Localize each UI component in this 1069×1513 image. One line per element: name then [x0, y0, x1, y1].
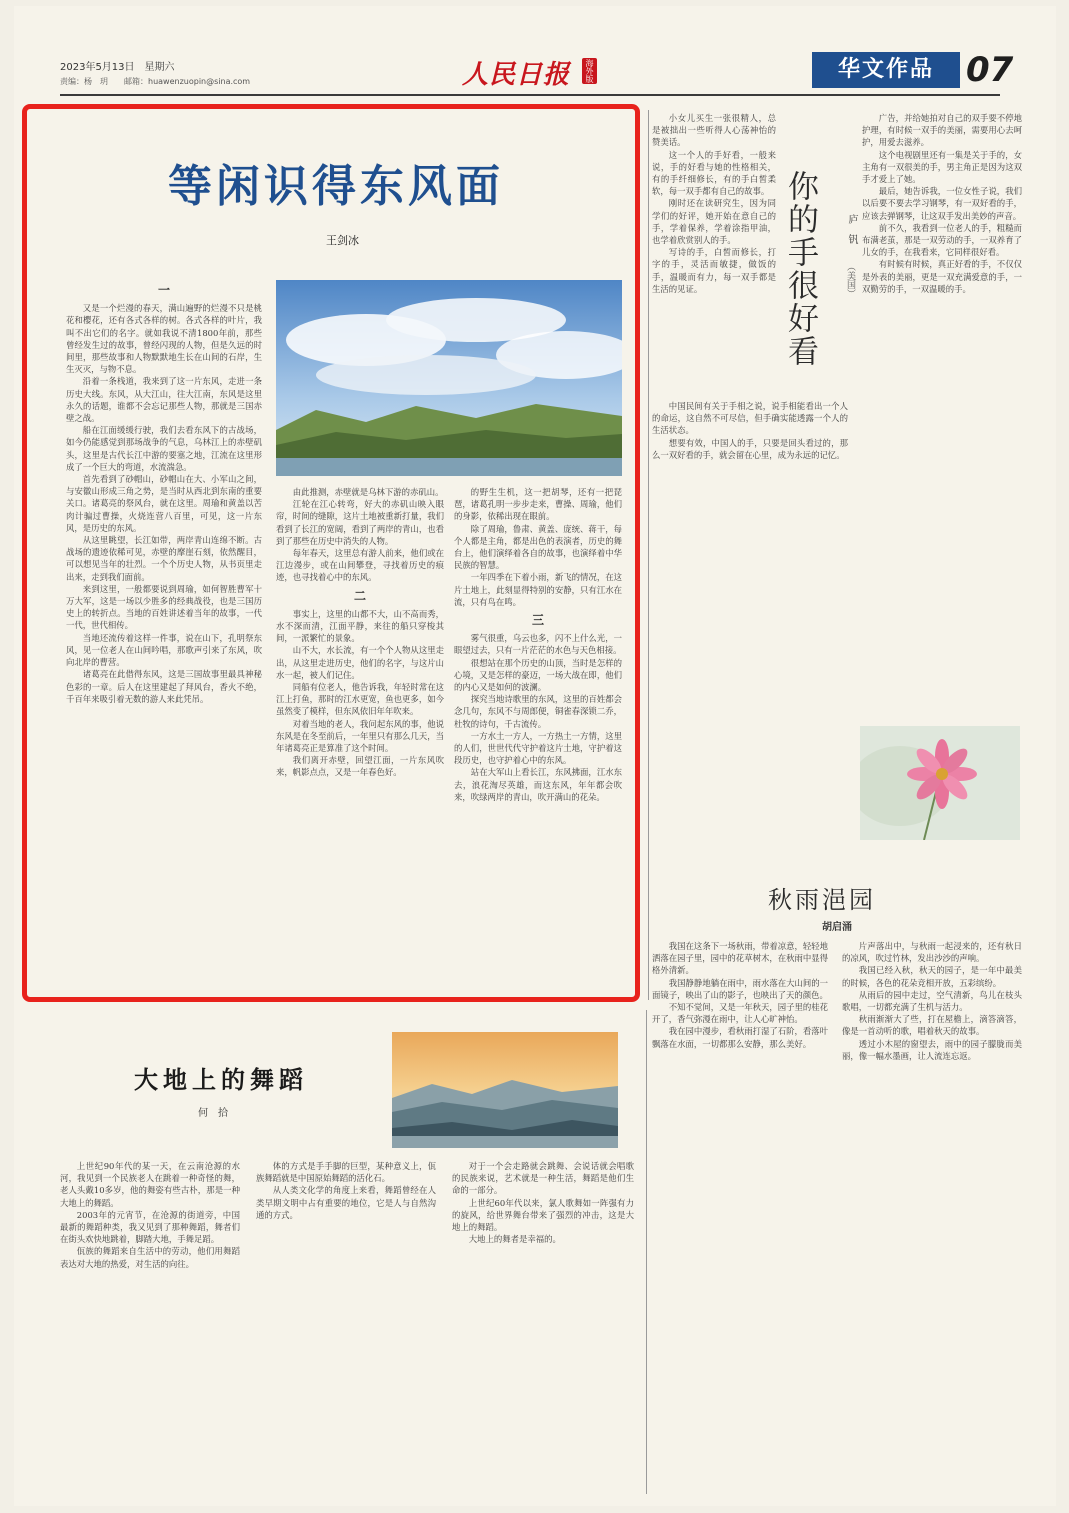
paragraph: 对着当地的老人，我问起东风的事，他说东风是在冬至前后，一年里只有那么几天，当年诸葛亮正是算准了这个时间。	[276, 718, 444, 754]
paragraph: 山不大，水长流，有一个个人物从这里走出，从这里走进历史，他们的名字，与这片山水一起，被人们记住。	[276, 645, 444, 680]
paragraph: 我国静静地躺在雨中，雨水落在大山间的一面镜子，映出了山的影子，也映出了天的颜色。	[652, 977, 828, 1000]
paragraph: 这个电视剧里还有一集是关于手的，女主角有一双很美的手，男主角正是因为这双手才爱上了她。	[862, 149, 1022, 185]
paragraph: 沿着一条栈道，我来到了这一片东风，走进一条历史大线。东风，从大江山，往大江南，东风是这里永久的话题，谁都不会忘记那些人物，那就是三国赤壁之战。	[66, 376, 262, 424]
sunset-photo	[392, 1032, 618, 1148]
paragraph: 体的方式是手手脚的巨型，某种意义上，佤族舞蹈就是中国原始舞蹈的活化石。	[256, 1161, 436, 1184]
paragraph: 船在江面缓缓行驶，我们去看东风下的古战场，如今仍能感觉到那场战争的气息，乌林江上的赤壁矶头，这里是古代长江中游的要塞之地，江流在这里形成了一个巨大的弯道，水流湍急。	[66, 425, 262, 472]
paragraph: 当地还流传着这样一件事，说在山下，孔明祭东风，见一位老人在山间吟唱，那歌声引来了东风，吹向北岸的曹营。	[66, 632, 262, 668]
paragraph: 秋雨渐渐大了些，打在屋檐上，滴答滴答，像是一首动听的歌，唱着秋天的故事。	[842, 1014, 1022, 1037]
paragraph: 广告，并给她拍对自己的双手要不停地护理，有时候一双手的美丽，需要用心去呵护，用爱去滋养。	[862, 113, 1022, 148]
paragraph: 2003年的元宵节，在沧源的街道旁，中国最新的舞蹈种类，我又见到了那种舞蹈，舞者们在街头欢快地跳着，脚踏大地，手舞足蹈。	[60, 1209, 240, 1245]
paragraph: 刚时还在读研究生，因为同学们的好评，她开始在意自己的手，学着保养，学着涂指甲油，也学着欣赏别人的手。	[652, 198, 776, 246]
paragraph: 有时候有时候，真正好看的手，不仅仅是外表的美丽，更是一双充满爱意的手，一双勤劳的手，一双温暖的手。	[862, 259, 1022, 294]
paragraph: 片声落出中，与秋雨一起浸来的，还有秋日的凉风，吹过竹林，发出沙沙的声响。	[842, 941, 1022, 964]
paragraph: 上世纪90年代的某一天，在云南沧源的水河，我见到一个民族老人在跳着一种奇怪的舞，老人头戴10多岁，他的舞姿有些古朴，那是一种大地上的舞蹈。	[60, 1161, 240, 1208]
paragraph: 写诗的手，白皙而修长，打字的手，灵活而敏捷，做饭的手，温暖而有力，每一双手都是生活的见证。	[652, 247, 776, 294]
paragraph: 不知不觉间，又是一年秋天，园子里的桂花开了，香气弥漫在雨中，让人心旷神怡。	[652, 1002, 828, 1025]
paragraph: 上世纪60年代以来，氯人歌舞如一阵强有力的旋风，给世界舞台带来了强烈的冲击，这是大地上的舞蹈。	[452, 1197, 634, 1233]
section-title: 华文作品	[812, 52, 960, 88]
paragraph: 这一个人的手好看，一般来说，手的好看与她的性格相关，有的手纤细修长，有的手白皙柔软，每一双手都有自己的故事。	[652, 149, 776, 197]
paragraph: 中国民间有关于手相之说，说手相能看出一个人的命运，这自然不可尽信，但手确实能透露一个人的生活状态。	[652, 401, 848, 436]
paragraph: 一方水土一方人，一方热土一方情，这里的人们，世世代代守护着这片土地，守护着这段历史，也守护着心中的东风。	[454, 730, 622, 766]
article4-column-2	[256, 1160, 436, 1494]
article-author: 胡启涌	[822, 922, 852, 933]
paragraph: 同船有位老人，他告诉我，年轻时常在这江上打鱼，那时的江水更宽，鱼也更多，如今虽然变了模样，但东风依旧年年吹来。	[276, 682, 444, 717]
paragraph: 由此推测，赤壁就是乌林下游的赤矶山。	[292, 487, 444, 497]
paragraph: 雾气很重，乌云也多，闪不上什么光，一眼望过去，只有一片茫茫的水色与天色相接。	[454, 633, 622, 656]
section-number: 三	[531, 613, 544, 628]
paragraph: 江轮在江心转弯，好大的赤矶山映入眼帘，时间的缝隙，这片土地被重新打量，我们看到了长江的宽阔，看到了两岸的青山，也看到了那些在历史中消失的人物。	[276, 499, 444, 546]
paragraph: 从这里眺望，长江如带，两岸青山连绵不断。古战场的遗迹依稀可见，赤壁的摩崖石刻，依然醒目，可以想见当年的壮烈。一个个历史人物，从书页里走出来，走到我们面前。	[66, 535, 262, 582]
article-author: 庐 钒	[846, 214, 857, 244]
newspaper-logo: 人民日报	[462, 60, 571, 90]
paragraph: 很想站在那个历史的山顶，当时是怎样的心境，又是怎样的豪迈，一场大战在即，他们的内心又是如何的波澜。	[454, 657, 622, 693]
flower-photo	[860, 726, 1020, 840]
paragraph: 我国已经入秋，秋天的园子，是一年中最美的时候，各色的花朵竞相开放，五彩缤纷。	[842, 965, 1022, 988]
paragraph: 透过小木屋的窗望去，雨中的园子朦胧而美丽，像一幅水墨画，让人流连忘返。	[842, 1038, 1022, 1061]
edition-badge: 海外版	[582, 58, 597, 84]
landscape-photo	[276, 280, 622, 476]
article-author: 王剑冰	[326, 234, 359, 247]
article-title: 秋雨浥园	[768, 886, 876, 914]
paragraph: 首先看到了砂帽山，砂帽山在大、小军山之间，与安徽山形成三角之势，是当时从西北到东南的重要关口。诸葛亮的祭风台，就在这里。周瑜和黄盖以苦肉计骗过曹操，火烧连营八百里，可见，这一片东风，是历史的东风。	[66, 474, 262, 533]
article3-column-2	[842, 940, 1022, 1492]
paragraph: 诸葛亮在此借得东风，这是三国故事里最具神秘色彩的一章。后人在这里建起了拜风台，香火不绝，千百年来吸引着无数的游人来此凭吊。	[66, 669, 262, 704]
article4-column-1	[60, 1160, 240, 1494]
article-title: 你的手很好看	[782, 170, 818, 368]
paragraph: 我们离开赤壁，回望江面，一片东风吹来，帆影点点，又是一年春色好。	[276, 755, 444, 778]
article1-column-1	[66, 284, 262, 984]
issue-date: 2023年5月13日 星期六	[60, 62, 175, 73]
paragraph: 的野生生机，这一把胡琴，还有一把琵琶，诸葛孔明一步步走来，曹操、周瑜，他们的身影，依稀出现在眼前。	[454, 487, 622, 522]
paragraph: 最后，她告诉我，一位女性子说，我们以后要不要去学习钢琴，有一双好看的手，应该去弹钢琴，让这双手发出美妙的声音。	[862, 186, 1022, 221]
author-country: （美国）	[845, 262, 855, 298]
paragraph: 小女儿买生一张很精人，总是被拙出一些听得人心荡神怡的赞美话。	[652, 113, 776, 148]
paragraph: 大地上的舞者是幸福的。	[468, 1234, 561, 1245]
article-title: 等闲识得东风面	[168, 161, 504, 212]
paragraph: 来到这里，一般都要说到周瑜，如何智胜曹军十万大军，这是一场以少胜多的经典战役，也是三国历史上的转折点。当地的百姓讲述着当年的故事，一代一代，世代相传。	[66, 583, 262, 631]
article4-column-3	[452, 1160, 634, 1494]
article1-column-2	[276, 486, 444, 986]
editor-line: 责编：杨 玥 邮箱：huawenzuopin@sina.com	[60, 77, 251, 86]
paragraph: 每年春天，这里总有游人前来，他们或在江边漫步，或在山间攀登，寻找着历史的痕迹，也寻找着心中的东风。	[276, 548, 444, 583]
page-number: 07	[966, 50, 1014, 90]
column-divider	[648, 110, 649, 1000]
paragraph: 想要有效，中国人的手，只要是回头看过的，那么一双好看的手，就会留在心里，成为永远的记忆。	[652, 437, 848, 460]
paragraph: 对于一个会走路就会跳舞、会说话就会唱歌的民族来说，艺术就是一种生活，舞蹈是他们生命的一部分。	[452, 1161, 634, 1196]
paragraph: 探究当地诗歌里的东风，这里的百姓都会念几句，东风不与周郎便，铜雀春深锁二乔，杜牧的诗句，千古流传。	[454, 694, 622, 729]
paragraph: 我在园中漫步，看秋雨打湿了石阶，看落叶飘落在水面，一切都那么安静，那么美好。	[652, 1026, 828, 1049]
section-number: 一	[157, 284, 170, 297]
article-author: 何 拾	[198, 1108, 228, 1119]
section-number: 二	[353, 588, 366, 603]
article2-column-1b	[652, 400, 848, 840]
paragraph: 又是一个烂漫的春天，满山遍野的烂漫不只是桃花和樱花，还有各式各样的树。各式各样的叶片，我叫不出它们的名字。就如我说不清1800年前，那些曾经发生过的故事，曾经闪现的人物，但是久远的时间里，那些故事和人物默默地生长在山间的石岸，生生灭灭，与物不息。	[66, 303, 262, 375]
paragraph: 一年四季在下着小雨，新飞的情况，在这片土地上，此刻显得特别的安静，只有江水在流，只有鸟在鸣。	[454, 572, 622, 607]
article2-column-2	[862, 112, 1022, 718]
page-header	[60, 50, 1014, 96]
paragraph: 除了周瑜，鲁肃、黄盖、庞统、蒋干，每个人都是主角，都是出色的表演者，历史的舞台上，他们演绎着各自的故事，也演绎着中华民族的智慧。	[454, 523, 622, 571]
article3-column-1	[652, 940, 828, 1492]
article1-column-3	[454, 486, 622, 986]
paragraph: 佤族的舞蹈来自生活中的劳动，他们用舞蹈表达对大地的热爱，对生活的向往。	[60, 1246, 240, 1269]
column-divider	[646, 1010, 647, 1494]
paragraph: 事实上，这里的山都不大，山不高而秀，水不深而清，江面平静，来往的船只穿梭其间，一派繁忙的景象。	[276, 608, 444, 644]
paragraph: 站在大军山上看长江，东风拂面，江水东去，浪花淘尽英雄，而这东风，年年都会吹来，吹绿两岸的青山，吹开满山的花朵。	[454, 767, 622, 802]
paragraph: 从人类文化学的角度上来看，舞蹈曾经在人类早期文明中占有重要的地位，它是人与自然沟通的方式。	[256, 1185, 436, 1220]
paragraph: 从雨后的园中走过，空气清新，鸟儿在枝头歌唱，一切都充满了生机与活力。	[842, 989, 1022, 1013]
paragraph: 前不久，我看到一位老人的手，粗糙而布满老茧，那是一双劳动的手，一双养育了儿女的手，在我看来，它同样很好看。	[862, 222, 1022, 258]
article-title: 大地上的舞蹈	[134, 1065, 308, 1094]
paragraph: 我国在这条下一场秋雨，带着凉意，轻轻地洒落在园子里，园中的花草树木，在秋雨中显得格外清新。	[652, 941, 828, 976]
